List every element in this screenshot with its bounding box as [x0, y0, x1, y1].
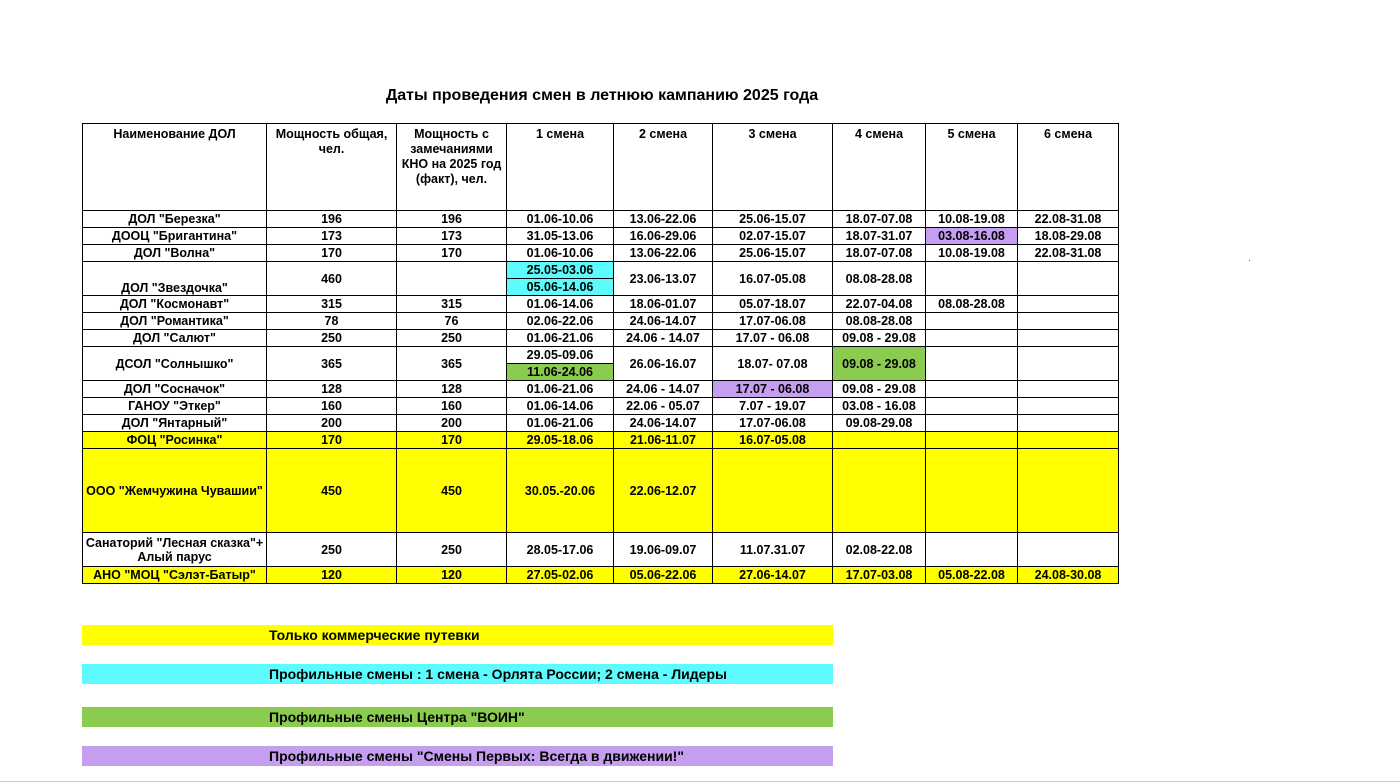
camp-name: ДСОЛ "Солнышко" [83, 347, 267, 381]
shift-4: 18.07-31.07 [833, 228, 926, 245]
table-row [83, 228, 1119, 245]
shift-4: 08.08-28.08 [833, 313, 926, 330]
shift-3: 17.07-06.08 [713, 415, 833, 432]
shift-6 [1018, 398, 1119, 415]
table-row [83, 262, 1119, 296]
shift-5: 10.08-19.08 [926, 211, 1018, 228]
capacity-kno: 76 [397, 313, 507, 330]
shift-2: 21.06-11.07 [614, 432, 713, 449]
shift-4: 09.08 - 29.08 [833, 330, 926, 347]
shift-3: 05.07-18.07 [713, 296, 833, 313]
shift-6 [1018, 330, 1119, 347]
header-shift-1: 1 смена [507, 124, 614, 211]
shift-1-split [507, 262, 614, 296]
capacity-kno [397, 262, 507, 296]
capacity-kno: 170 [397, 245, 507, 262]
camp-name: АНО "МОЦ "Сэлэт-Батыр" [83, 567, 267, 584]
table-row [83, 432, 1119, 449]
shift-3: 7.07 - 19.07 [713, 398, 833, 415]
shift-1: 31.05-13.06 [507, 228, 614, 245]
camp-name: ФОЦ "Росинка" [83, 432, 267, 449]
shift-1: 01.06-10.06 [507, 211, 614, 228]
shift-5 [926, 398, 1018, 415]
capacity-total: 365 [267, 347, 397, 381]
shift-6: 18.08-29.08 [1018, 228, 1119, 245]
page-title: Даты проведения смен в летнюю кампанию 2025 года [385, 87, 819, 104]
shift-2: 05.06-22.06 [614, 567, 713, 584]
table-row [83, 296, 1119, 313]
shift-2: 26.06-16.07 [614, 347, 713, 381]
table-row [83, 449, 1119, 533]
shift-5 [926, 381, 1018, 398]
shift-2: 16.06-29.06 [614, 228, 713, 245]
shift-4: 03.08 - 16.08 [833, 398, 926, 415]
capacity-total: 196 [267, 211, 397, 228]
capacity-kno: 450 [397, 449, 507, 533]
camp-name: ДОЛ "Салют" [83, 330, 267, 347]
shift-4: 18.07-07.08 [833, 211, 926, 228]
camp-name: ДОЛ "Березка" [83, 211, 267, 228]
table-row [83, 211, 1119, 228]
shift-5 [926, 432, 1018, 449]
shift-3: 25.06-15.07 [713, 211, 833, 228]
shift-5 [926, 533, 1018, 567]
camp-name: ДОЛ "Космонавт" [83, 296, 267, 313]
shift-5: 08.08-28.08 [926, 296, 1018, 313]
camp-name: ДОЛ "Волна" [83, 245, 267, 262]
shift-2: 24.06 - 14.07 [614, 381, 713, 398]
header-shift-6: 6 смена [1018, 124, 1119, 211]
bottom-border [0, 781, 1400, 782]
shift-3 [713, 449, 833, 533]
shift-6 [1018, 262, 1119, 296]
shift-5 [926, 330, 1018, 347]
shift-3: 17.07-06.08 [713, 313, 833, 330]
table-row [83, 398, 1119, 415]
table-row [83, 381, 1119, 398]
shift-1: 28.05-17.06 [507, 533, 614, 567]
schedule-table [82, 123, 1119, 584]
shift-4: 17.07-03.08 [833, 567, 926, 584]
table-row [83, 313, 1119, 330]
shift-4: 09.08 - 29.08 [833, 381, 926, 398]
header-shift-2: 2 смена [614, 124, 713, 211]
shift-5 [926, 347, 1018, 381]
shift-6: 22.08-31.08 [1018, 245, 1119, 262]
capacity-kno: 365 [397, 347, 507, 381]
shift-4 [833, 449, 926, 533]
shift-6 [1018, 533, 1119, 567]
shift-1: 01.06-10.06 [507, 245, 614, 262]
capacity-total: 460 [267, 262, 397, 296]
shift-4: 22.07-04.08 [833, 296, 926, 313]
table-row [83, 533, 1119, 567]
shift-2: 22.06 - 05.07 [614, 398, 713, 415]
camp-name: ДОЛ "Романтика" [83, 313, 267, 330]
shift-2: 22.06-12.07 [614, 449, 713, 533]
legend-yellow: Только коммерческие путевки [82, 625, 833, 645]
shift-5: 03.08-16.08 [926, 228, 1018, 245]
header-shift-3: 3 смена [713, 124, 833, 211]
shift-5: 10.08-19.08 [926, 245, 1018, 262]
capacity-total: 128 [267, 381, 397, 398]
capacity-total: 160 [267, 398, 397, 415]
capacity-total: 315 [267, 296, 397, 313]
header-shift-5: 5 смена [926, 124, 1018, 211]
shift-4: 08.08-28.08 [833, 262, 926, 296]
shift-6 [1018, 296, 1119, 313]
shift-3: 02.07-15.07 [713, 228, 833, 245]
shift-6 [1018, 415, 1119, 432]
shift-1: 30.05.-20.06 [507, 449, 614, 533]
shift-4: 09.08 - 29.08 [833, 347, 926, 381]
shift-5 [926, 449, 1018, 533]
shift-2: 19.06-09.07 [614, 533, 713, 567]
capacity-kno: 160 [397, 398, 507, 415]
capacity-total: 200 [267, 415, 397, 432]
camp-name: Санаторий "Лесная сказка"+ Алый парус [83, 533, 267, 567]
shift-4: 02.08-22.08 [833, 533, 926, 567]
capacity-kno: 170 [397, 432, 507, 449]
header-name: Наименование ДОЛ [83, 124, 267, 211]
capacity-kno: 200 [397, 415, 507, 432]
capacity-total: 170 [267, 245, 397, 262]
shift-2: 23.06-13.07 [614, 262, 713, 296]
capacity-total: 78 [267, 313, 397, 330]
capacity-total: 450 [267, 449, 397, 533]
table-row [83, 415, 1119, 432]
shift-3: 17.07 - 06.08 [713, 381, 833, 398]
shift-5 [926, 262, 1018, 296]
table-row [83, 347, 1119, 381]
shift-6: 22.08-31.08 [1018, 211, 1119, 228]
table-row [83, 330, 1119, 347]
shift-2: 24.06 - 14.07 [614, 330, 713, 347]
shift-1b: 11.06-24.06 [507, 364, 613, 380]
shift-6 [1018, 449, 1119, 533]
shift-1: 01.06-21.06 [507, 381, 614, 398]
legend-purple: Профильные смены "Смены Первых: Всегда в движении!" [82, 746, 833, 766]
shift-2: 13.06-22.06 [614, 245, 713, 262]
capacity-kno: 173 [397, 228, 507, 245]
shift-2: 24.06-14.07 [614, 313, 713, 330]
shift-1b: 05.06-14.06 [507, 279, 613, 295]
shift-5: 05.08-22.08 [926, 567, 1018, 584]
capacity-kno: 250 [397, 533, 507, 567]
legend-green: Профильные смены Центра "ВОИН" [82, 707, 833, 727]
capacity-kno: 128 [397, 381, 507, 398]
capacity-total: 120 [267, 567, 397, 584]
shift-3: 16.07-05.08 [713, 262, 833, 296]
capacity-total: 170 [267, 432, 397, 449]
shift-4: 18.07-07.08 [833, 245, 926, 262]
camp-name: ДООЦ "Бригантина" [83, 228, 267, 245]
capacity-kno: 315 [397, 296, 507, 313]
shift-1a: 29.05-09.06 [507, 347, 613, 364]
shift-6 [1018, 347, 1119, 381]
capacity-total: 173 [267, 228, 397, 245]
shift-2: 13.06-22.06 [614, 211, 713, 228]
shift-5 [926, 415, 1018, 432]
table-row [83, 567, 1119, 584]
shift-6: 24.08-30.08 [1018, 567, 1119, 584]
shift-1: 01.06-21.06 [507, 330, 614, 347]
header-capacity-total: Мощность общая, чел. [267, 124, 397, 211]
camp-name: ДОЛ "Сосначок" [83, 381, 267, 398]
shift-3: 18.07- 07.08 [713, 347, 833, 381]
shift-1: 29.05-18.06 [507, 432, 614, 449]
header-row [83, 124, 1119, 211]
shift-5 [926, 313, 1018, 330]
shift-1a: 25.05-03.06 [507, 262, 613, 279]
shift-2: 24.06-14.07 [614, 415, 713, 432]
shift-3: 17.07 - 06.08 [713, 330, 833, 347]
header-capacity-kno: Мощность с замечаниями КНО на 2025 год (факт), чел. [397, 124, 507, 211]
shift-3: 25.06-15.07 [713, 245, 833, 262]
camp-name: ДОЛ "Янтарный" [83, 415, 267, 432]
header-shift-4: 4 смена [833, 124, 926, 211]
legend-cyan: Профильные смены : 1 смена - Орлята России; 2 смена - Лидеры [82, 664, 833, 684]
shift-2: 18.06-01.07 [614, 296, 713, 313]
capacity-total: 250 [267, 533, 397, 567]
shift-6 [1018, 313, 1119, 330]
shift-1: 01.06-14.06 [507, 398, 614, 415]
shift-3: 11.07.31.07 [713, 533, 833, 567]
camp-name: ООО "Жемчужина Чувашии" [83, 449, 267, 533]
shift-1: 01.06-21.06 [507, 415, 614, 432]
camp-name: ГАНОУ "Эткер" [83, 398, 267, 415]
shift-1: 01.06-14.06 [507, 296, 614, 313]
shift-4 [833, 432, 926, 449]
table-row [83, 245, 1119, 262]
shift-3: 27.06-14.07 [713, 567, 833, 584]
shift-1: 02.06-22.06 [507, 313, 614, 330]
shift-6 [1018, 432, 1119, 449]
capacity-kno: 196 [397, 211, 507, 228]
capacity-total: 250 [267, 330, 397, 347]
camp-name: ДОЛ "Звездочка" [83, 262, 267, 296]
shift-4: 09.08-29.08 [833, 415, 926, 432]
shift-6 [1018, 381, 1119, 398]
capacity-kno: 250 [397, 330, 507, 347]
shift-3: 16.07-05.08 [713, 432, 833, 449]
stray-mark: . [1248, 253, 1251, 264]
capacity-kno: 120 [397, 567, 507, 584]
shift-1: 27.05-02.06 [507, 567, 614, 584]
shift-1-split [507, 347, 614, 381]
